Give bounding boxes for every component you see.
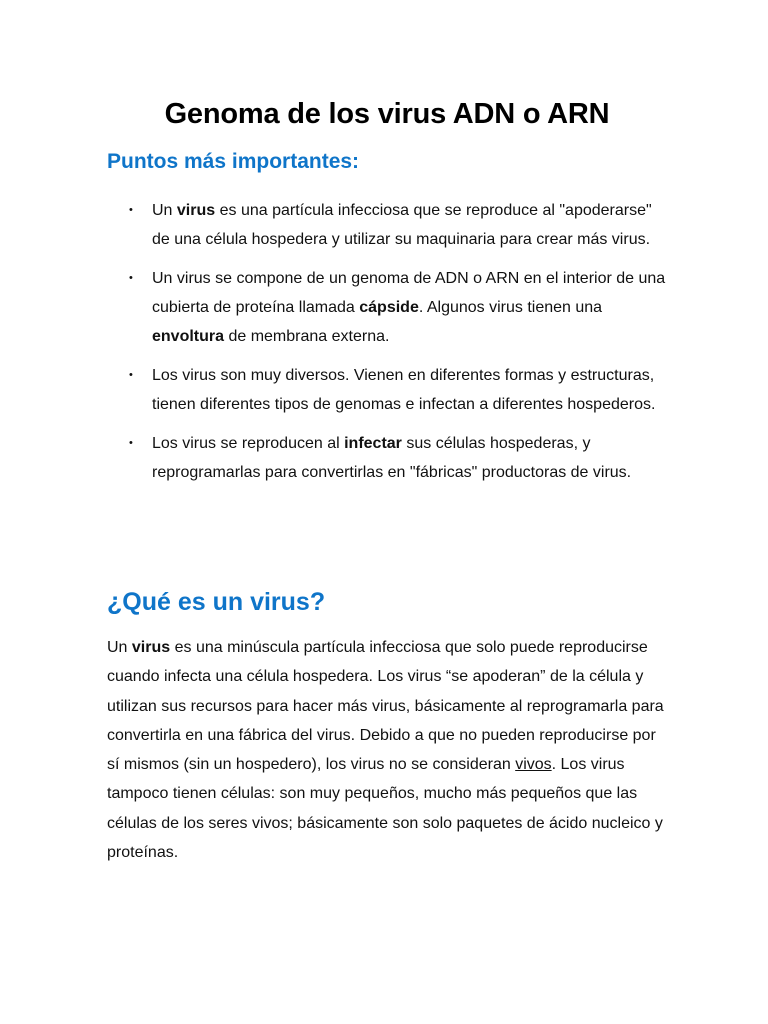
section-heading-what-is-virus: ¿Qué es un virus?	[107, 588, 326, 616]
list-item	[107, 264, 667, 351]
document-title: Genoma de los virus ADN o ARN	[164, 98, 610, 130]
text-run: sus células hospederas, y reprogramarlas para convertirlas en "fábricas" productoras de virus.	[152, 435, 632, 481]
bullet-icon: •	[129, 369, 133, 381]
list-item	[107, 361, 667, 419]
bold-term: virus	[131, 639, 171, 656]
bold-term: infectar	[344, 435, 402, 452]
text-run: Un	[107, 639, 132, 656]
bold-term: cápside	[359, 299, 419, 316]
bold-term: virus	[176, 202, 216, 219]
list-item	[107, 196, 667, 254]
text-run: Un virus se compone de un genoma de ADN o ARN en el interior de una cubierta de proteína llamada	[152, 270, 666, 316]
list-item	[107, 429, 667, 487]
text-run: es una minúscula partícula infecciosa que solo puede reproducirse cuando infecta una célula hospedera. Los virus “se apoderan” de la célula y utilizan sus recursos para hacer más virus, básicamente al reprogramarla para convertirla en una fábrica del virus. Debido a que no pueden reproducirse por sí mismos (sin un hospedero), los virus no se consideran	[107, 639, 664, 774]
bullet-icon: •	[129, 437, 133, 449]
text-run: es una partícula infecciosa que se reproduce al "apoderarse" de una célula hospedera y utilizar su maquinaria para crear más virus.	[152, 202, 652, 248]
text-run: Los virus se reproducen al	[152, 435, 345, 452]
body-paragraph	[107, 633, 667, 867]
text-run: de membrana externa.	[224, 328, 390, 345]
bold-term: envoltura	[152, 328, 225, 345]
text-run: Los virus son muy diversos. Vienen en diferentes formas y estructuras, tienen diferentes tipos de genomas e infectan a diferentes hospederos.	[152, 367, 656, 413]
bullet-icon: •	[129, 204, 133, 216]
text-run: . Algunos virus tienen una	[418, 299, 603, 316]
section-heading-key-points: Puntos más importantes:	[107, 150, 360, 173]
key-points-list	[107, 196, 667, 497]
bullet-icon: •	[129, 272, 133, 284]
text-run: . Los virus tampoco tienen células: son muy pequeños, mucho más pequeños que las células de los seres vivos; básicamente son solo paquetes de ácido nucleico y proteínas.	[107, 756, 663, 862]
vivos-link[interactable]: vivos	[515, 756, 552, 774]
text-run: Un	[152, 202, 177, 219]
